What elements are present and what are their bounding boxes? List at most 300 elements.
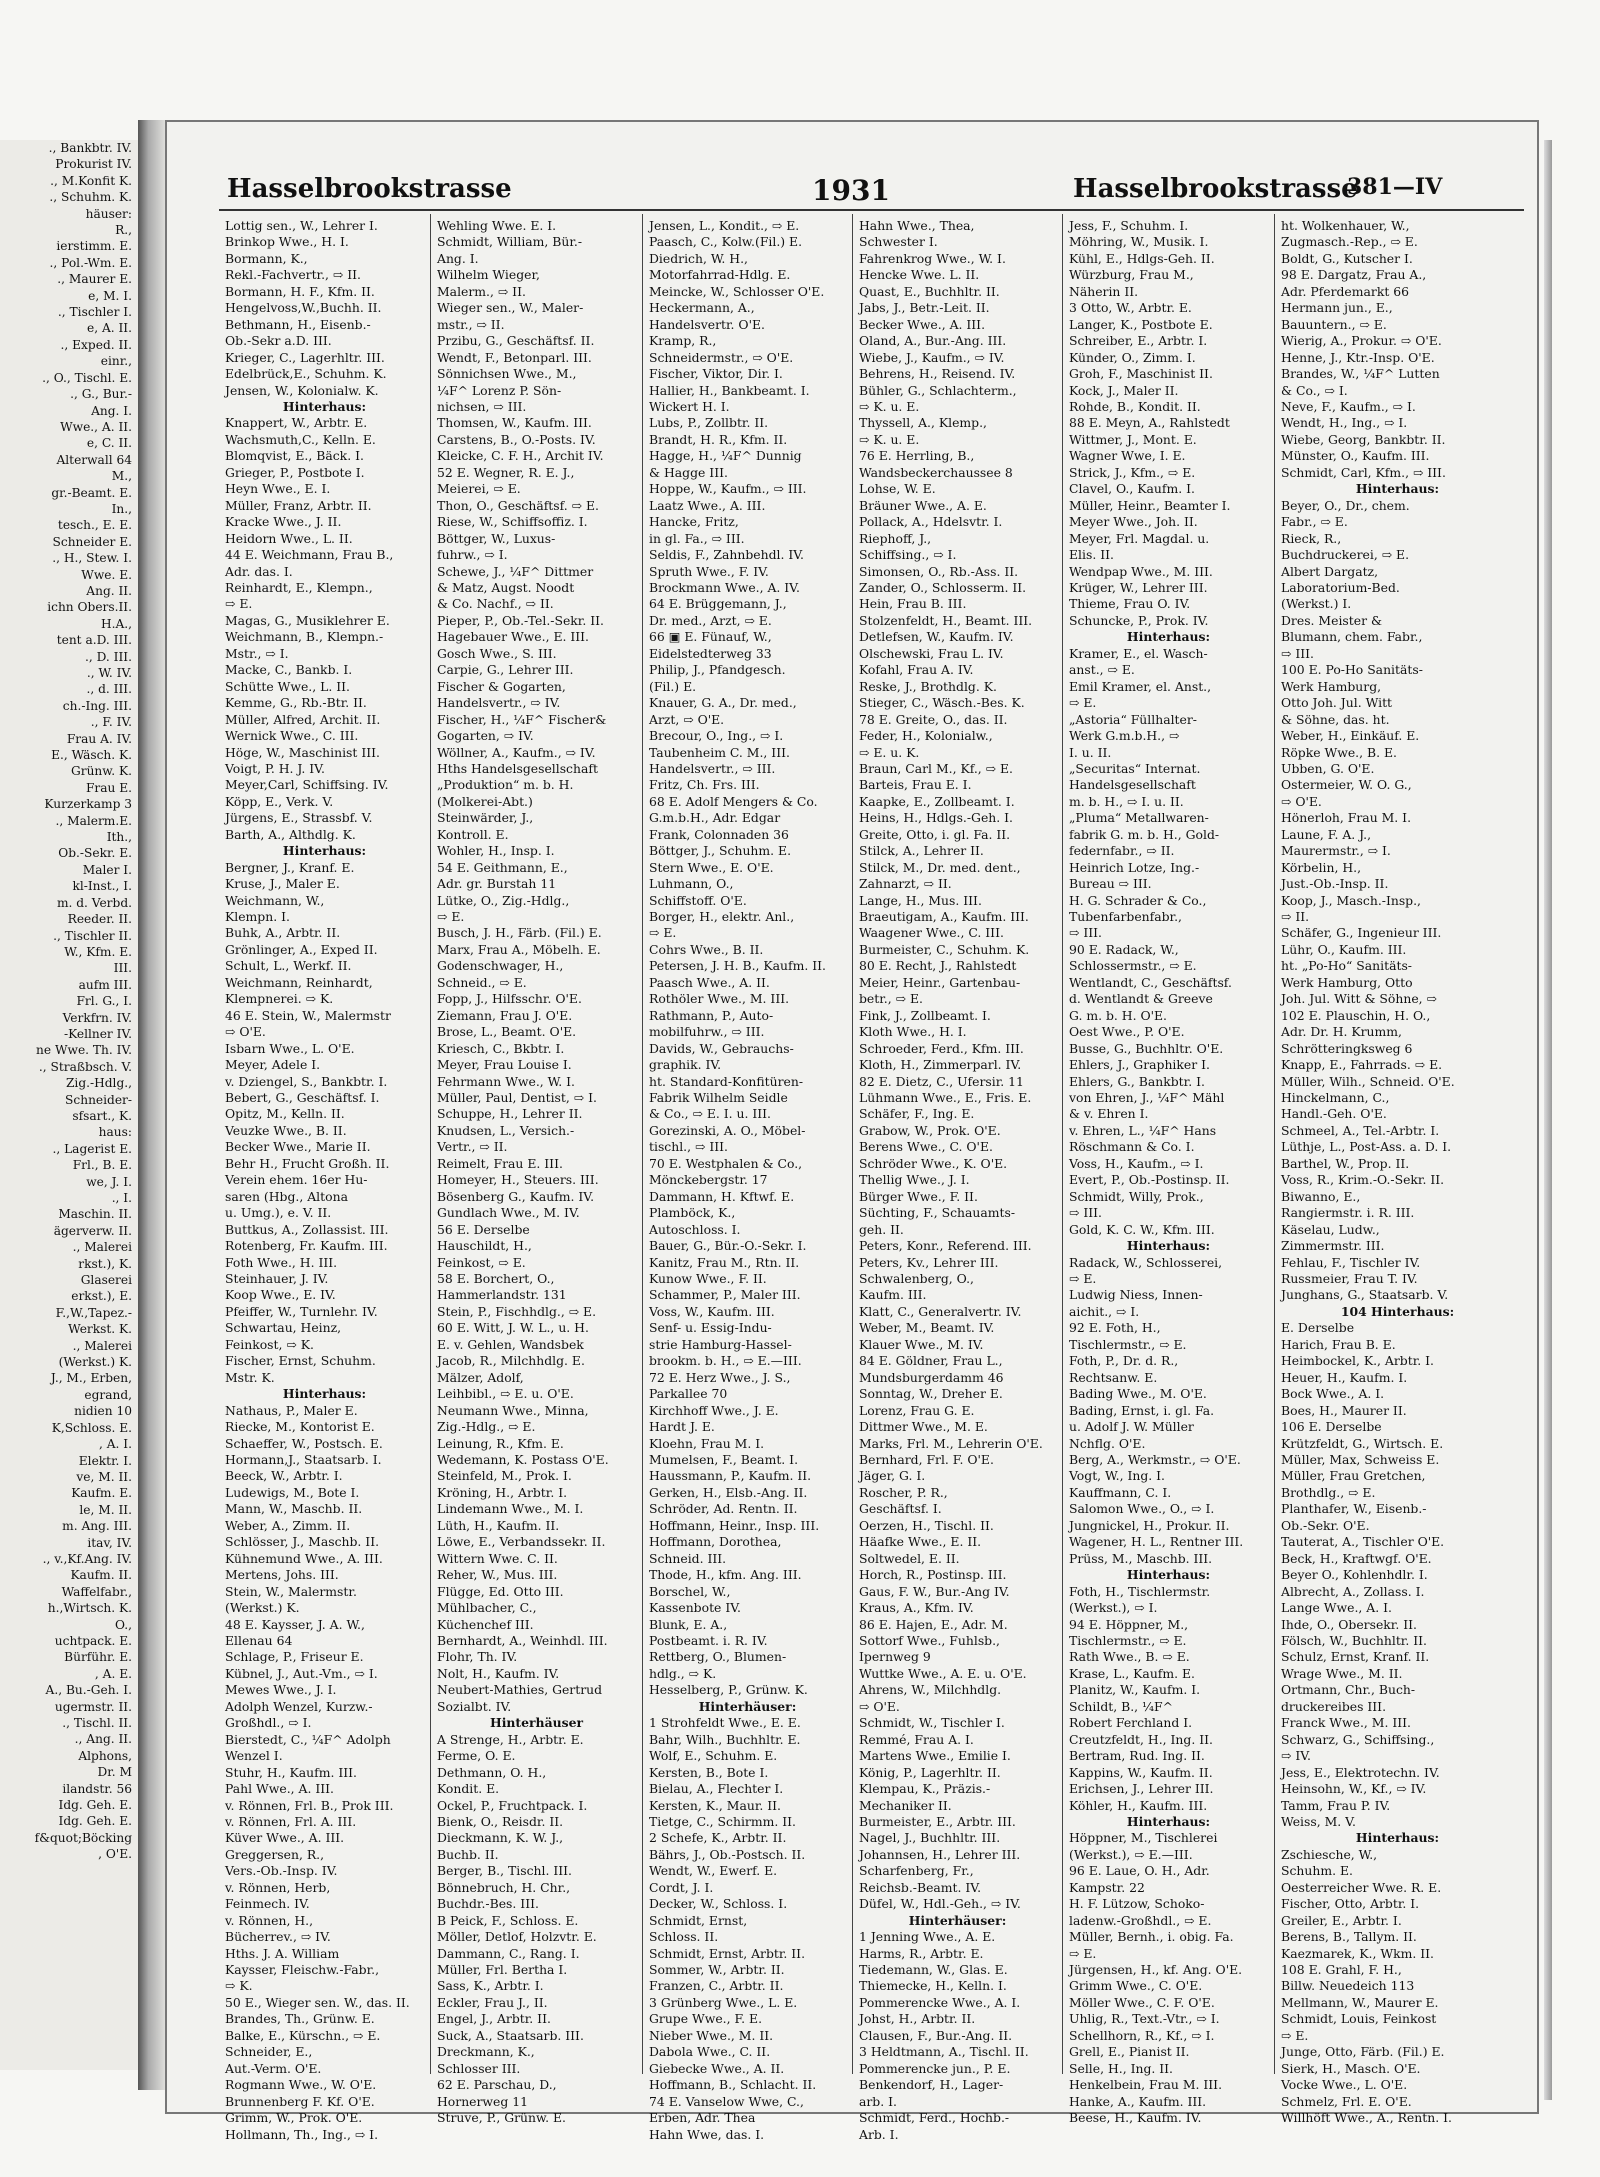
directory-entry: Knapp, E., Fahrrads. ⇨ E. (1281, 1057, 1443, 1073)
directory-entry: Ehlers, G., Bankbtr. I. (1069, 1073, 1205, 1089)
directory-entry: Nathaus, P., Maler E. (225, 1402, 358, 1418)
left-page-line: , A. I. (99, 1437, 132, 1452)
directory-entry: v. Rönnen, Herb, (225, 1879, 331, 1895)
directory-entry: Flohr, Th. IV. (437, 1649, 518, 1665)
directory-entry: Neubert-Mathies, Gertrud (437, 1682, 603, 1698)
directory-entry: (Fil.) E. (649, 678, 697, 694)
left-page-line: m. d. Verbd. (56, 895, 132, 910)
directory-entry: Röschmann & Co. I. (1069, 1139, 1195, 1155)
directory-entry: Thyssell, A., Klemp., (859, 415, 987, 431)
directory-entry: Langer, K., Postbote E. (1069, 316, 1213, 332)
directory-entry: 104 Hinterhaus: (1340, 1303, 1455, 1319)
directory-entry: Bormann, H. F., Kfm. II. (225, 283, 375, 299)
directory-entry: Schmidt, Carl, Kfm., ⇨ III. (1281, 464, 1446, 480)
directory-entry: Foth, H., Tischlermstr. (1069, 1583, 1211, 1599)
directory-entry: Stuhr, H., Kaufm. III. (225, 1764, 357, 1780)
directory-entry: Feinkost, ⇨ K. (225, 1336, 314, 1352)
directory-entry: Barth, A., Althdlg. K. (225, 826, 356, 842)
directory-entry: ht. „Po-Ho“ Sanitäts- (1281, 958, 1412, 974)
left-page-line: ch.-Ing. III. (62, 698, 132, 713)
left-page-line: h.,Wirtsch. K. (47, 1601, 132, 1616)
directory-entry: Dr. med., Arzt, ⇨ E. (649, 612, 772, 628)
directory-entry: 96 E. Laue, O. H., Adr. (1069, 1863, 1210, 1879)
directory-entry: Hauschildt, H., (437, 1238, 532, 1254)
directory-entry: mobilfuhrw., ⇨ III. (649, 1024, 765, 1040)
directory-entry: Knudsen, L., Versich.- (437, 1122, 575, 1138)
left-page-line: ., Ang. II. (74, 1732, 132, 1747)
directory-entry: 1 Strohfeldt Wwe., E. E. (649, 1715, 801, 1731)
directory-entry: Häafke Wwe., E. II. (859, 1534, 982, 1550)
left-page-line: Wwe. E. (81, 567, 132, 582)
directory-entry: Klauer Wwe., M. IV. (859, 1336, 984, 1352)
directory-entry: Oest Wwe., P. O'E. (1069, 1024, 1185, 1040)
directory-entry: Hoffmann, Heinr., Insp. III. (649, 1517, 820, 1533)
left-page-line: Wwe., A. II. (60, 419, 132, 434)
directory-entry: Peters, Kv., Lehrer III. (859, 1254, 999, 1270)
left-page-line: ., G., Bur.- (70, 387, 132, 402)
directory-entry: 108 E. Grahl, F. H., (1281, 1962, 1402, 1978)
directory-entry: Schiffsing., ⇨ I. (859, 547, 957, 563)
directory-entry: 78 E. Greite, O., das. II. (859, 711, 1008, 727)
directory-entry: fuhrw., ⇨ I. (437, 547, 508, 563)
directory-entry: Bergner, J., Kranf. E. (225, 859, 355, 875)
directory-entry: Schrötteringksweg 6 (1281, 1040, 1413, 1056)
header-rule (219, 209, 1524, 211)
directory-entry: Grabow, W., Prok. O'E. (859, 1122, 1001, 1138)
left-page-line: ierstimm. E. (56, 239, 132, 254)
directory-entry: Fischer, Ernst, Schuhm. (225, 1353, 376, 1369)
directory-entry: Müller, Bernh., i. obig. Fa. (1069, 1929, 1234, 1945)
directory-entry: H. F. Lützow, Schoko- (1069, 1896, 1205, 1912)
left-page-line: E., Wäsch. K. (51, 748, 132, 763)
directory-entry: Hinterhaus: (282, 843, 367, 859)
directory-entry: Uhlig, R., Text.-Vtr., ⇨ I. (1069, 2011, 1220, 2027)
directory-entry: Hein, Frau B. III. (859, 596, 967, 612)
directory-entry: Rotenberg, Fr. Kaufm. III. (225, 1238, 388, 1254)
directory-entry: Bürger Wwe., F. II. (859, 1188, 978, 1204)
directory-entry: Kunow Wwe., F. II. (649, 1271, 767, 1286)
directory-entry: Jensen, W., Kolonialw. K. (225, 382, 379, 398)
directory-entry: 92 E. Foth, H., (1069, 1320, 1161, 1336)
directory-entry: Schütte Wwe., L. II. (225, 678, 350, 694)
directory-entry: Boldt, G., Kutscher I. (1281, 250, 1413, 266)
directory-entry: Beese, H., Kaufm. IV. (1069, 2110, 1202, 2126)
directory-entry: Wernick Wwe., C. III. (225, 728, 359, 744)
directory-entry: Diedrich, W. H., (649, 250, 748, 266)
directory-entry: 88 E. Meyn, A., Rahlstedt (1069, 415, 1230, 431)
directory-entry: Johst, H., Arbtr. II. (859, 2011, 976, 2027)
directory-entry: Löwe, E., Verbandssekr. II. (437, 1534, 606, 1550)
directory-entry: Reimelt, Frau E. III. (437, 1155, 563, 1171)
directory-entry: Thon, O., Geschäftsf. ⇨ E. (437, 497, 599, 513)
directory-entry: Bühler, G., Schlachterm., (859, 382, 1017, 398)
directory-entry: Beyer, O., Dr., chem. (1281, 497, 1410, 513)
left-page-line: Waffelfabr., (61, 1584, 132, 1599)
directory-entry: Albrecht, A., Zollass. I. (1281, 1583, 1425, 1599)
directory-entry: Rekl.-Fachvertr., ⇨ II. (225, 267, 361, 283)
directory-entry: Radack, W., Schlosserei, (1069, 1254, 1223, 1270)
directory-entry: Lühr, O., Kaufm. III. (1281, 941, 1407, 957)
directory-entry: Feder, H., Kolonialw., (859, 728, 993, 744)
left-page-line: K,Schloss. E. (51, 1420, 132, 1435)
left-page-line: Bürführ. E. (64, 1650, 132, 1665)
directory-entry: Knappert, W., Arbtr. E. (225, 415, 368, 431)
directory-entry: Jäger, G. I. (859, 1468, 926, 1484)
directory-entry: Waagener Wwe., C. III. (859, 925, 1004, 941)
directory-entry: Schmidt, Willy, Prok., (1069, 1188, 1204, 1204)
directory-entry: Ferme, O. E. (437, 1748, 516, 1764)
directory-entry: tischl., ⇨ III. (649, 1139, 728, 1155)
directory-entry: Laatz Wwe., A. III. (649, 497, 766, 513)
directory-entry: Decker, W., Schloss. I. (649, 1896, 788, 1912)
page-edge (1544, 140, 1552, 2100)
left-page-line: ., d. III. (86, 682, 132, 697)
left-page-line: gr.-Beamt. E. (51, 485, 132, 500)
left-page-line: R., (115, 223, 132, 238)
directory-entry: Koop Wwe., E. IV. (225, 1287, 336, 1303)
directory-entry: Jensen, L., Kondit., ⇨ E. (649, 218, 800, 233)
directory-entry: Heuer, H., Kaufm. I. (1281, 1369, 1408, 1385)
directory-entry: Borger, H., elektr. Anl., (649, 909, 795, 925)
directory-entry: Hinterhaus: (1126, 1238, 1211, 1254)
directory-entry: ⇨ O'E. (859, 1698, 900, 1714)
directory-entry: Ob.-Sekr a.D. III. (225, 333, 332, 349)
directory-entry: Heyn Wwe., E. I. (225, 481, 331, 497)
directory-entry: Haussmann, P., Kaufm. II. (649, 1468, 812, 1484)
directory-entry: Tischlermstr., ⇨ E. (1069, 1336, 1187, 1352)
directory-entry: ⇨ O'E. (1281, 793, 1322, 809)
directory-entry: (Werkst.) I. (1281, 596, 1352, 612)
directory-entry: Knauer, G. A., Dr. med., (649, 695, 797, 711)
directory-entry: & Hagge III. (649, 464, 728, 480)
left-page-line: ., Tischl. II. (62, 1716, 132, 1730)
directory-entry: Meyer, Adele I. (225, 1057, 321, 1073)
directory-entry: Hinterhäuser (490, 1715, 583, 1731)
directory-entry: Remmé, Frau A. I. (859, 1731, 974, 1747)
directory-entry: Biwanno, E., (1281, 1188, 1361, 1204)
directory-entry: 68 E. Adolf Mengers & Co. (649, 793, 818, 809)
left-page-line: aufm III. (78, 977, 132, 992)
directory-entry: Gaus, F. W., Bur.-Ang IV. (859, 1583, 1010, 1599)
directory-entry: 90 E. Radack, W., (1069, 941, 1179, 957)
directory-entry: Bading, Ernst, i. gl. Fa. (1069, 1402, 1215, 1418)
directory-entry: betr., ⇨ E. (859, 991, 923, 1007)
directory-entry: Riephoff, J., (859, 530, 932, 546)
directory-entry: Schult, L., Werkf. II. (225, 958, 352, 974)
directory-entry: Voss, R., Krim.-O.-Sekr. II. (1281, 1172, 1445, 1188)
directory-entry: Schneid., ⇨ E. (437, 974, 527, 990)
directory-entry: Philip, J., Pfandgesch. (649, 662, 786, 678)
directory-entry: Schwartau, Heinz, (225, 1320, 342, 1336)
directory-entry: (Molkerei-Abt.) (437, 793, 533, 809)
directory-entry: Eidelstedterweg 33 (649, 645, 772, 661)
directory-entry: Berens, B., Tallym. II. (1281, 1929, 1417, 1945)
directory-entry: Reinhardt, E., Klempn., (225, 579, 373, 595)
directory-entry: geh. II. (859, 1221, 904, 1237)
directory-entry: Meyer, Frl. Magdal. u. (1069, 530, 1210, 546)
directory-entry: Erichsen, J., Lehrer III. (1069, 1781, 1214, 1797)
directory-entry: Franck Wwe., M. III. (1281, 1715, 1411, 1731)
directory-entry: Billw. Neuedeich 113 (1281, 1978, 1415, 1994)
directory-entry: Bernhard, Frl. F. O'E. (859, 1451, 994, 1467)
directory-entry: Mumelsen, F., Beamt. I. (649, 1451, 799, 1467)
directory-entry: Schröder, Ad. Rentn. II. (649, 1501, 798, 1517)
directory-entry: Rath Wwe., B. ⇨ E. (1069, 1649, 1190, 1665)
directory-entry: Fehrmann Wwe., W. I. (437, 1073, 575, 1089)
directory-entry: Steinwärder, J., (437, 810, 534, 826)
directory-entry: 70 E. Westphalen & Co., (649, 1155, 803, 1171)
directory-entry: Fopp, J., Hilfsschr. O'E. (437, 991, 582, 1007)
directory-entry: Wittmer, J., Mont. E. (1069, 431, 1197, 447)
left-page-line: ., F. IV. (90, 715, 132, 730)
directory-entry: Thellig Wwe., J. I. (859, 1172, 970, 1188)
directory-entry: Buttkus, A., Zollassist. III. (225, 1221, 389, 1237)
directory-entry: Seldis, F., Zahnbehdl. IV. (649, 547, 804, 563)
book-gutter (138, 120, 168, 2090)
directory-entry: ⇨ E. (437, 909, 465, 925)
directory-entry: 82 E. Dietz, C., Ufersir. 11 (859, 1073, 1024, 1089)
street-title-left: Hasselbrookstrasse (227, 174, 512, 204)
left-page-line: m. Ang. III. (62, 1519, 132, 1534)
left-page-line: ugermstr. II. (54, 1699, 132, 1714)
directory-entry: Steinhauer, J. IV. (225, 1271, 329, 1286)
directory-entry: Ob.-Sekr. O'E. (1281, 1517, 1370, 1533)
directory-entry: Blomqvist, E., Bäck. I. (225, 448, 364, 464)
directory-entry: Jess, F., Schuhm. I. (1069, 218, 1189, 233)
directory-entry: Kersten, B., Bote I. (649, 1764, 769, 1780)
directory-entry: Motorfahrrad-Hdlg. E. (649, 267, 791, 283)
directory-entry: Oland, A., Bur.-Ang. III. (859, 333, 1007, 349)
left-page-line: rkst.), K. (78, 1256, 132, 1271)
directory-entry: Bertram, Rud. Ing. II. (1069, 1748, 1205, 1764)
directory-entry: Clausen, F., Bur.-Ang. II. (859, 2027, 1013, 2043)
directory-entry: Vers.-Ob.-Insp. IV. (225, 1863, 338, 1879)
directory-entry: Mstr., ⇨ I. (225, 645, 289, 661)
directory-entry: Kaufm. III. (859, 1287, 927, 1303)
directory-entry: Lindemann Wwe., M. I. (437, 1501, 584, 1517)
directory-entry: Schäfer, G., Ingenieur III. (1281, 925, 1442, 941)
left-page-line: Alterwall 64 (56, 452, 132, 467)
left-page-line: kl-Inst., I. (72, 879, 132, 894)
directory-entry: Ockel, P., Fruchtpack. I. (437, 1797, 588, 1813)
directory-entry: Tischlermstr., ⇨ E. (1069, 1632, 1187, 1648)
directory-entry: Hornerweg 11 (437, 2093, 528, 2109)
directory-entry: Hanke, A., Kaufm. III. (1069, 2093, 1207, 2109)
directory-entry: ¼F^ Lorenz P. Sön- (437, 382, 562, 398)
directory-entry: 54 E. Geithmann, E., (437, 859, 568, 875)
directory-entry: Adr. gr. Burstah 11 (437, 876, 557, 892)
directory-entry: Lorenz, Frau G. E. (859, 1402, 975, 1418)
left-page-line: ., Malerei (72, 1338, 132, 1353)
directory-entry: Nieber Wwe., M. II. (649, 2027, 774, 2043)
directory-entry: Wöllner, A., Kaufm., ⇨ IV. (437, 744, 596, 760)
directory-entry: Kondit. E. (437, 1781, 500, 1797)
directory-entry: Süchting, F., Schauamts- (859, 1205, 1016, 1221)
left-page-line: ., Malerm.E. (55, 813, 132, 828)
directory-entry: Wachsmuth,C., Kelln. E. (225, 431, 376, 447)
left-page-line: J., M., Erben, (50, 1371, 132, 1386)
directory-entry: Rechtsanw. E. (1069, 1369, 1158, 1385)
directory-entry: Pollack, A., Hdelsvtr. I. (859, 514, 1003, 530)
directory-entry: Postbeamt. i. R. IV. (649, 1632, 768, 1648)
directory-entry: Nchflg. O'E. (1069, 1435, 1146, 1451)
directory-entry: Grieger, P., Postbote I. (225, 464, 365, 480)
column-6 (1275, 214, 1520, 2126)
directory-entry: Schwalenberg, O., (859, 1271, 974, 1286)
directory-entry: Ludwig Niess, Innen- (1069, 1287, 1203, 1303)
directory-entry: von Ehren, J., ¼F^ Mähl (1069, 1090, 1225, 1106)
directory-entry: B Peick, F., Schloss. E. (437, 1912, 579, 1928)
directory-entry: Müller, Paul, Dentist, ⇨ I. (437, 1090, 597, 1106)
directory-entry: Tiedemann, W., Glas. E. (859, 1962, 1008, 1978)
directory-entry: Wedemann, K. Postass O'E. (437, 1451, 609, 1467)
directory-entry: Bebert, G., Geschäftsf. I. (225, 1090, 380, 1106)
directory-entry: Grupe Wwe., F. E. (649, 2011, 763, 2027)
directory-entry: Klatt, C., Generalvertr. IV. (859, 1303, 1022, 1319)
directory-entry: Rieck, R., (1281, 530, 1342, 546)
left-page-line: Maschin. II. (58, 1207, 132, 1222)
directory-entry: Opitz, M., Kelln. II. (225, 1106, 345, 1122)
directory-entry: Geschäftsf. I. (859, 1501, 942, 1517)
directory-entry: Oerzen, H., Tischl. II. (859, 1517, 994, 1533)
directory-entry: Joh. Jul. Witt & Söhne, ⇨ (1281, 991, 1437, 1007)
directory-entry: Hths. J. A. William (225, 1945, 340, 1961)
directory-entry: 52 E. Wegner, R. E. J., (437, 464, 575, 480)
directory-entry: Voss, H., Kaufm., ⇨ I. (1069, 1155, 1204, 1171)
left-page-line: (Werkst.) K. (58, 1355, 132, 1370)
directory-entry: Wiebe, Georg, Bankbtr. II. (1281, 431, 1446, 447)
directory-entry: Böttger, J., Schuhm. E. (649, 843, 792, 859)
directory-entry: Hagebauer Wwe., E. III. (437, 629, 589, 645)
directory-entry: Dammann, H. Kftwf. E. (649, 1188, 795, 1204)
directory-entry: Zugmasch.-Rep., ⇨ E. (1281, 234, 1418, 250)
directory-entry: Schuhm. E. (1281, 1863, 1353, 1879)
directory-entry: Giebecke Wwe., A. II. (649, 2060, 785, 2076)
directory-entry: Bücherrev., ⇨ IV. (225, 1929, 331, 1945)
directory-entry: Kock, J., Maler II. (1069, 382, 1179, 398)
directory-entry: Zahnarzt, ⇨ II. (859, 876, 952, 892)
directory-entry: Grönlinger, A., Exped II. (225, 941, 378, 957)
directory-entry: Hinterhäuser: (908, 1912, 1007, 1928)
directory-entry: Eckler, Frau J., II. (437, 1994, 548, 2010)
directory-entry: Martens Wwe., Emilie I. (859, 1748, 1011, 1764)
directory-entry: ⇨ IV. (1281, 1748, 1311, 1764)
directory-entry: Schammer, P., Maler III. (649, 1287, 801, 1303)
directory-entry: m. b. H., ⇨ I. u. II. (1069, 793, 1184, 809)
directory-entry: 98 E. Dargatz, Frau A., (1281, 267, 1427, 283)
directory-entry: Thieme, Frau O. IV. (1069, 596, 1191, 612)
directory-entry: federnfabr., ⇨ II. (1069, 843, 1175, 859)
directory-entry: Wendt, H., Ing., ⇨ I. (1281, 415, 1408, 431)
directory-entry: 74 E. Vanselow Wwe, C., (649, 2093, 804, 2109)
directory-entry: Hammerlandstr. 131 (437, 1287, 567, 1303)
left-page-line: Idg. Geh. E. (58, 1798, 132, 1813)
directory-entry: Lüthje, L., Post-Ass. a. D. I. (1281, 1139, 1452, 1155)
directory-entry: Hardt J. E. (649, 1419, 715, 1435)
directory-entry: Suck, A., Staatsarb. III. (437, 2027, 584, 2043)
directory-entry: Flügge, Ed. Otto III. (437, 1583, 564, 1599)
directory-entry: Kontroll. E. (437, 826, 509, 842)
directory-entry: Leinung, R., Kfm. E. (437, 1435, 564, 1451)
directory-entry: Autoschloss. I. (649, 1221, 741, 1237)
directory-entry: Veuzke Wwe., B. II. (225, 1122, 347, 1138)
directory-entry: Schlösser, J., Maschb. II. (225, 1534, 380, 1550)
directory-entry: 50 E., Wieger sen. W., das. II. (225, 1994, 410, 2010)
directory-entry: Röpke Wwe., B. E. (1281, 744, 1397, 760)
directory-entry: Bading Wwe., M. O'E. (1069, 1386, 1207, 1402)
directory-entry: Fabr., ⇨ E. (1281, 514, 1348, 530)
directory-entry: Schlage, P., Friseur E. (225, 1649, 364, 1665)
left-page-line: A., Bu.-Geh. I. (45, 1683, 132, 1698)
directory-entry: Busse, G., Buchhltr. O'E. (1069, 1040, 1224, 1056)
left-page-line: ichn Obers.II. (47, 600, 132, 615)
directory-entry: Küchenchef III. (437, 1616, 534, 1632)
directory-entry: Fischer, H., ¼F^ Fischer& (437, 711, 607, 727)
left-page-line: le, M. II. (79, 1502, 132, 1517)
directory-entry: Werk Hamburg, Otto (1281, 974, 1413, 990)
directory-entry: Wendt, W., Ewerf. E. (649, 1863, 778, 1879)
directory-entry: Planitz, W., Kaufm. I. (1069, 1682, 1201, 1698)
directory-entry: Bethmann, H., Eisenb.- (225, 316, 371, 332)
directory-entry: Wandsbeckerchaussee 8 (859, 464, 1013, 480)
directory-entry: 48 E. Kaysser, J. A. W., (225, 1616, 365, 1632)
directory-entry: Wilhelm Wieger, (437, 267, 540, 283)
directory-entry: Engel, J., Arbtr. II. (437, 2011, 551, 2027)
directory-entry: Böttger, W., Luxus- (437, 530, 556, 546)
left-page-line: itav, IV. (87, 1535, 132, 1550)
directory-entry: E. Derselbe (1281, 1320, 1355, 1336)
directory-entry: Kanitz, Frau M., Rtn. II. (649, 1254, 800, 1270)
directory-entry: Petersen, J. H. B., Kaufm. II. (649, 958, 826, 974)
directory-entry: Sozialbt. IV. (437, 1698, 512, 1714)
directory-entry: Fischer, Viktor, Dir. I. (649, 366, 783, 382)
directory-entry: Borschel, W., (649, 1583, 731, 1599)
directory-entry: Oesterreicher Wwe. R. E. (1281, 1879, 1442, 1895)
directory-entry: König, P., Lagerhltr. II. (859, 1764, 1001, 1780)
directory-entry: Meyer Wwe., Joh. II. (1069, 514, 1198, 530)
directory-entry: Behrens, H., Reisend. IV. (859, 366, 1016, 382)
directory-entry: Russmeier, Frau T. IV. (1281, 1271, 1418, 1286)
directory-entry: Adr. Pferdemarkt 66 (1281, 283, 1410, 299)
directory-entry: Carpie, G., Lehrer III. (437, 662, 574, 678)
directory-entry: ⇨ III. (1281, 645, 1314, 661)
directory-entry: 1 Jenning Wwe., A. E. (859, 1929, 996, 1945)
directory-entry: 84 E. Göldner, Frau L., (859, 1353, 1003, 1369)
directory-entry: Möller Wwe., C. F. O'E. (1069, 1994, 1215, 2010)
directory-entry: Riese, W., Schiffsoffiz. I. (437, 514, 588, 530)
directory-entry: Lüth, H., Kaufm. II. (437, 1517, 560, 1533)
directory-entry: Sönnichsen Wwe., M., (437, 366, 577, 382)
directory-entry: Tubenfarbenfabr., (1069, 909, 1182, 925)
directory-entry: Schmidt, Ernst, Arbtr. II. (649, 1945, 806, 1961)
directory-entry: Behr H., Frucht Großh. II. (225, 1155, 390, 1171)
left-page-line: ., D. III. (84, 649, 132, 664)
directory-entry: Kampstr. 22 (1069, 1879, 1145, 1895)
directory-entry: u. Umg.), e. V. II. (225, 1205, 332, 1221)
directory-entry: Barteis, Frau E. I. (859, 777, 972, 793)
directory-entry: Stolzenfeldt, H., Beamt. III. (859, 612, 1033, 628)
directory-entry: Schmidt, Ferd., Hochb.- (859, 2110, 1010, 2126)
directory-entry: Berens Wwe., C. O'E. (859, 1139, 993, 1155)
directory-entry: Hinckelmann, C., (1281, 1090, 1390, 1106)
directory-entry: Rothöler Wwe., M. III. (649, 991, 790, 1007)
directory-entry: Schulz, Ernst, Kranf. II. (1281, 1649, 1430, 1665)
directory-entry: Mälzer, Adolf, (437, 1369, 524, 1385)
directory-entry: Hinterhaus: (1355, 1830, 1440, 1846)
left-page-line: ., Exped. II. (60, 337, 132, 352)
directory-entry: v. Rönnen, Frl. A. III. (225, 1813, 357, 1829)
directory-entry: Hoffmann, B., Schlacht. II. (649, 2077, 817, 2093)
